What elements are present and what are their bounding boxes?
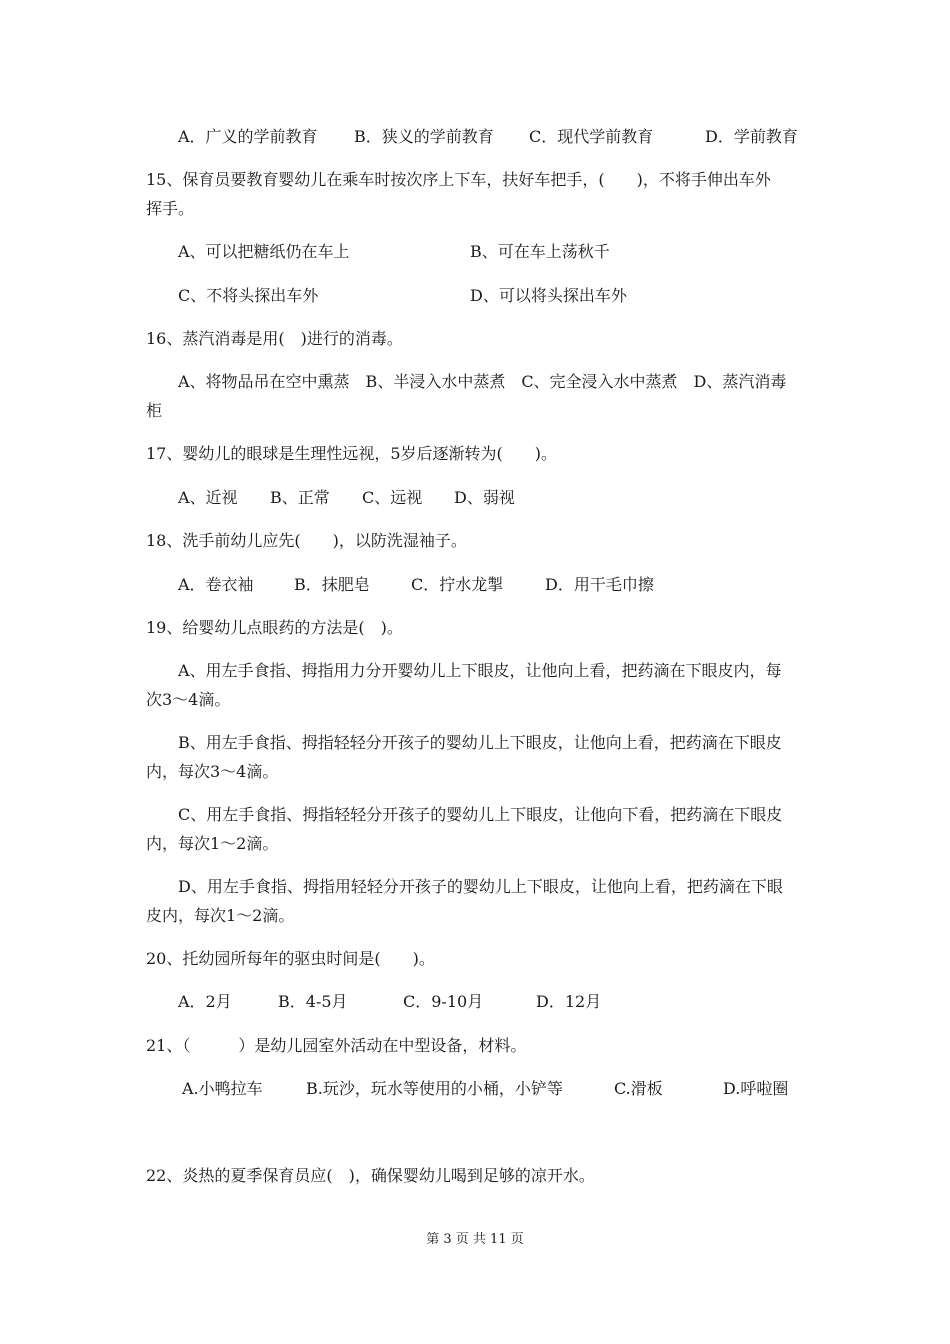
q21-option-a: A.小鸭拉车 bbox=[182, 1079, 263, 1098]
q17-option-d: D、弱视 bbox=[454, 488, 515, 507]
q20-option-d: D．12月 bbox=[536, 992, 602, 1011]
q15-option-b: B、可在车上荡秋千 bbox=[470, 242, 610, 261]
q18-option-b: B．抹肥皂 bbox=[294, 575, 370, 594]
q19-option-a-line2: 次3～4滴。 bbox=[146, 690, 231, 709]
q18-option-d: D．用干毛巾擦 bbox=[545, 575, 654, 594]
q15-stem-line1: 15、保育员要教育婴幼儿在乘车时按次序上下车，扶好车把手，( )，不将手伸出车外 bbox=[146, 170, 771, 189]
q22-stem: 22、炎热的夏季保育员应( )，确保婴幼儿喝到足够的凉开水。 bbox=[146, 1166, 595, 1185]
q20-option-c: C．9-10月 bbox=[403, 992, 484, 1011]
q20-option-b: B．4-5月 bbox=[278, 992, 348, 1011]
q19-option-d-line2: 皮内，每次1～2滴。 bbox=[146, 906, 295, 925]
q14-option-b: B．狭义的学前教育 bbox=[354, 127, 494, 146]
q19-option-b-line2: 内，每次3～4滴。 bbox=[146, 762, 279, 781]
q15-option-a: A、可以把糖纸仍在车上 bbox=[178, 242, 350, 261]
q14-option-d: D．学前教育 bbox=[705, 127, 798, 146]
q15-stem-line2: 挥手。 bbox=[146, 199, 195, 218]
q19-option-c-line2: 内，每次1～2滴。 bbox=[146, 834, 279, 853]
q19-option-c-line1: C、用左手食指、拇指轻轻分开孩子的婴幼儿上下眼皮，让他向下看，把药滴在下眼皮 bbox=[178, 805, 783, 824]
q20-stem: 20、托幼园所每年的驱虫时间是( )。 bbox=[146, 949, 435, 968]
q19-option-d-line1: D、用左手食指、拇指用轻轻分开孩子的婴幼儿上下眼皮，让他向上看，把药滴在下眼 bbox=[178, 877, 783, 896]
q17-stem: 17、婴幼儿的眼球是生理性远视，5岁后逐渐转为( )。 bbox=[146, 444, 558, 463]
q16-options-line2: 柜 bbox=[146, 401, 163, 420]
q16-stem: 16、蒸汽消毒是用( )进行的消毒。 bbox=[146, 329, 403, 348]
q21-option-d: D.呼啦圈 bbox=[723, 1079, 789, 1098]
q17-option-a: A、近视 bbox=[178, 488, 238, 507]
q19-option-b-line1: B、用左手食指、拇指轻轻分开孩子的婴幼儿上下眼皮，让他向上看，把药滴在下眼皮 bbox=[178, 733, 782, 752]
q18-stem: 18、洗手前幼儿应先( )，以防洗湿袖子。 bbox=[146, 531, 467, 550]
q21-stem: 21、（ ）是幼儿园室外活动在中型设备，材料。 bbox=[146, 1036, 527, 1055]
q17-option-b: B、正常 bbox=[270, 488, 330, 507]
q21-option-c: C.滑板 bbox=[614, 1079, 663, 1098]
q19-option-a-line1: A、用左手食指、拇指用力分开婴幼儿上下眼皮，让他向上看，把药滴在下眼皮内，每 bbox=[178, 661, 782, 680]
page-number-footer: 第 3 页 共 11 页 bbox=[426, 1232, 524, 1247]
q15-option-d: D、可以将头探出车外 bbox=[470, 286, 627, 305]
q15-option-c: C、不将头探出车外 bbox=[178, 286, 319, 305]
q14-option-a: A．广义的学前教育 bbox=[178, 127, 318, 146]
q14-option-c: C．现代学前教育 bbox=[529, 127, 654, 146]
q19-stem: 19、给婴幼儿点眼药的方法是( )。 bbox=[146, 618, 403, 637]
q20-option-a: A．2月 bbox=[178, 992, 232, 1011]
q21-option-b: B.玩沙，玩水等使用的小桶，小铲等 bbox=[306, 1079, 563, 1098]
q18-option-a: A．卷衣袖 bbox=[178, 575, 254, 594]
q16-options-line1: A、将物品吊在空中熏蒸 B、半浸入水中蒸煮 C、完全浸入水中蒸煮 D、蒸汽消毒 bbox=[178, 372, 787, 391]
q17-option-c: C、远视 bbox=[362, 488, 423, 507]
q18-option-c: C．拧水龙掣 bbox=[411, 575, 504, 594]
